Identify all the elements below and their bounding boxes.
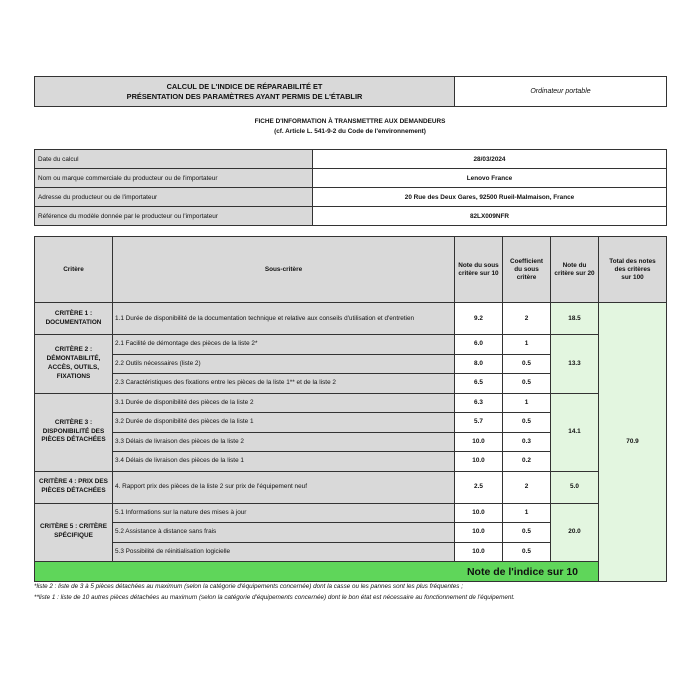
- criterion-name-line: CRITÈRE 3 :: [54, 418, 93, 426]
- subcriterion-score: 2.5: [455, 471, 503, 503]
- subcriterion-coefficient: 0.5: [503, 523, 551, 543]
- subcriterion-score: 10.0: [455, 432, 503, 452]
- criterion-4-cell: [35, 471, 113, 503]
- subcriterion-score: 8.0: [455, 354, 503, 374]
- total-100: 70.9: [599, 303, 667, 582]
- info-label: Référence du modèle donnée par le producteur ou l'importateur: [35, 207, 313, 226]
- info-row-model: [35, 207, 667, 226]
- header-line: Note du: [562, 261, 587, 269]
- criterion-score20: 5.0: [551, 471, 599, 503]
- criterion-score20: 14.1: [551, 393, 599, 471]
- subcriterion-label: 3.2 Durée de disponibilité des pièces de la liste 1: [113, 413, 455, 433]
- subcriterion-coefficient: 0.5: [503, 374, 551, 394]
- info-value: 82LX009NFR: [313, 207, 667, 226]
- product-type: Ordinateur portable: [455, 77, 667, 107]
- subcriterion-label: 5.1 Informations sur la nature des mises à jour: [113, 503, 455, 523]
- criterion-name-line: CRITÈRE 2 :: [54, 346, 93, 354]
- header-line: des critères: [614, 265, 651, 273]
- criterion-score20: 20.0: [551, 503, 599, 562]
- subcriterion-label: 2.2 Outils nécessaires (liste 2): [113, 354, 455, 374]
- subcriterion-score: 6.0: [455, 335, 503, 355]
- criterion-2-cell: [35, 335, 113, 394]
- header-line: Coefficient: [509, 257, 544, 265]
- criterion-score20: 13.3: [551, 335, 599, 394]
- footnote-list-2: *liste 2 : liste de 3 à 5 pièces détachées au maximum (selon la catégorie d'équipements concernée) dont la casse ou les pannes sont les plus fréquentes ;: [34, 583, 463, 590]
- header-line: critère sur 10: [458, 269, 499, 277]
- subcriterion-coefficient: 0.2: [503, 452, 551, 472]
- subcriterion-coefficient: 0.3: [503, 432, 551, 452]
- subcriterion-score: 6.3: [455, 393, 503, 413]
- subcriterion-label: 4. Rapport prix des pièces de la liste 2 sur prix de l'équipement neuf: [113, 471, 455, 503]
- subcriterion-coefficient: 2: [503, 303, 551, 335]
- table-row: [35, 335, 667, 355]
- final-score-row: [35, 562, 667, 582]
- header-subcriterion: Sous-critère: [113, 237, 455, 303]
- criterion-name-line: CRITÈRE 1 :: [54, 309, 93, 317]
- subcriterion-coefficient: 0.5: [503, 413, 551, 433]
- info-table: [34, 149, 667, 226]
- criterion-score20: 18.5: [551, 303, 599, 335]
- subcriterion-label: 3.3 Délais de livraison des pièces de la liste 2: [113, 432, 455, 452]
- criterion-name-line: CRITÈRE 4 : PRIX DES: [39, 478, 108, 486]
- subcriterion-label: 5.3 Possibilité de réinitialisation logicielle: [113, 542, 455, 562]
- header-score10: [455, 237, 503, 303]
- footnote-list-1: **liste 1 : liste de 10 autres pièces détachées au maximum (selon la catégorie d'équipements concernée) dont le bon état est nécessaire au fonctionnement de l'équipement.: [34, 593, 515, 601]
- subcriterion-score: 6.5: [455, 374, 503, 394]
- table-header-row: [35, 237, 667, 303]
- subcriterion-coefficient: 0.5: [503, 542, 551, 562]
- info-value: 20 Rue des Deux Gares, 92500 Rueil-Malmaison, France: [313, 188, 667, 207]
- info-label: Adresse du producteur ou de l'importateur: [35, 188, 313, 207]
- subcriterion-coefficient: 2: [503, 471, 551, 503]
- title-line-2: PRÉSENTATION DES PARAMÈTRES AYANT PERMIS DE L'ÉTABLIR: [126, 91, 363, 101]
- info-value: 28/03/2024: [313, 150, 667, 169]
- header-line: critère: [516, 273, 537, 281]
- table-row: [35, 393, 667, 413]
- document-title: [35, 77, 455, 107]
- criterion-name-line: PIÈCES DÉTACHÉES: [41, 436, 106, 444]
- info-label: Nom ou marque commerciale du producteur ou de l'importateur: [35, 169, 313, 188]
- subcriterion-label: 5.2 Assistance à distance sans frais: [113, 523, 455, 543]
- subcriterion-score: 10.0: [455, 452, 503, 472]
- criterion-name-line: DÉMONTABILITÉ,: [46, 354, 101, 362]
- subtitle-line-2: (cf. Article L. 541-9-2 du Code de l'environnement): [274, 127, 426, 135]
- info-label: Date du calcul: [35, 150, 313, 169]
- repairability-table: [34, 236, 667, 582]
- criterion-name-line: ACCÈS, OUTILS,: [47, 363, 100, 371]
- subcriterion-label: 2.1 Facilité de démontage des pièces de la liste 2*: [113, 335, 455, 355]
- criterion-name-line: PIÈCES DÉTACHÉES: [41, 487, 106, 494]
- header-table: [34, 76, 667, 107]
- subcriterion-coefficient: 1: [503, 393, 551, 413]
- header-criterion: Critère: [35, 237, 113, 303]
- subcriterion-score: 10.0: [455, 503, 503, 523]
- info-row-producer: [35, 169, 667, 188]
- subcriterion-coefficient: 1: [503, 335, 551, 355]
- criterion-name-line: FIXATIONS: [56, 372, 91, 380]
- subcriterion-score: 9.2: [455, 303, 503, 335]
- subcriterion-score: 10.0: [455, 523, 503, 543]
- criterion-name-line: DISPONIBILITÉ DES: [42, 427, 105, 435]
- subcriterion-score: 10.0: [455, 542, 503, 562]
- table-row: [35, 503, 667, 523]
- header-line: Total des notes: [609, 257, 656, 265]
- table-row: [35, 303, 667, 335]
- subtitle-line-1: FICHE D'INFORMATION À TRANSMETTRE AUX DEMANDEURS: [254, 118, 446, 125]
- info-value: Lenovo France: [313, 169, 667, 188]
- info-row-date: [35, 150, 667, 169]
- table-row: [35, 471, 667, 503]
- header-line: Note du sous: [458, 261, 499, 269]
- header-coefficient: [503, 237, 551, 303]
- header-line: du sous: [514, 265, 539, 273]
- header-line: sur 100: [621, 273, 644, 281]
- info-row-address: [35, 188, 667, 207]
- criterion-5-cell: [35, 503, 113, 562]
- criterion-1-cell: [35, 303, 113, 335]
- criterion-name-line: SPÉCIFIQUE: [54, 532, 93, 540]
- criterion-name-line: DOCUMENTATION: [45, 318, 102, 326]
- header-total: [599, 237, 667, 303]
- subcriterion-score: 5.7: [455, 413, 503, 433]
- subcriterion-label: 2.3 Caractéristiques des fixations entre les pièces de la liste 1** et de la liste 2: [113, 374, 455, 394]
- final-score-label: Note de l'indice sur 10: [35, 562, 599, 582]
- subcriterion-coefficient: 0.5: [503, 354, 551, 374]
- header-line: critère sur 20: [554, 269, 595, 277]
- header-score20: [551, 237, 599, 303]
- title-line-1: CALCUL DE L'INDICE DE RÉPARABILITÉ ET: [166, 81, 323, 91]
- subcriterion-label: 3.4 Délais de livraison des pièces de la liste 1: [113, 452, 455, 472]
- subcriterion-label: 1.1 Durée de disponibilité de la documentation technique et relative aux conseils d'utilisation et d'entretien: [113, 303, 455, 335]
- subcriterion-coefficient: 1: [503, 503, 551, 523]
- subcriterion-label: 3.1 Durée de disponibilité des pièces de la liste 2: [113, 393, 455, 413]
- criterion-name-line: CRITÈRE 5 : CRITÈRE: [39, 523, 108, 531]
- subtitle: [34, 117, 666, 136]
- footnotes: [34, 582, 674, 603]
- criterion-3-cell: [35, 393, 113, 471]
